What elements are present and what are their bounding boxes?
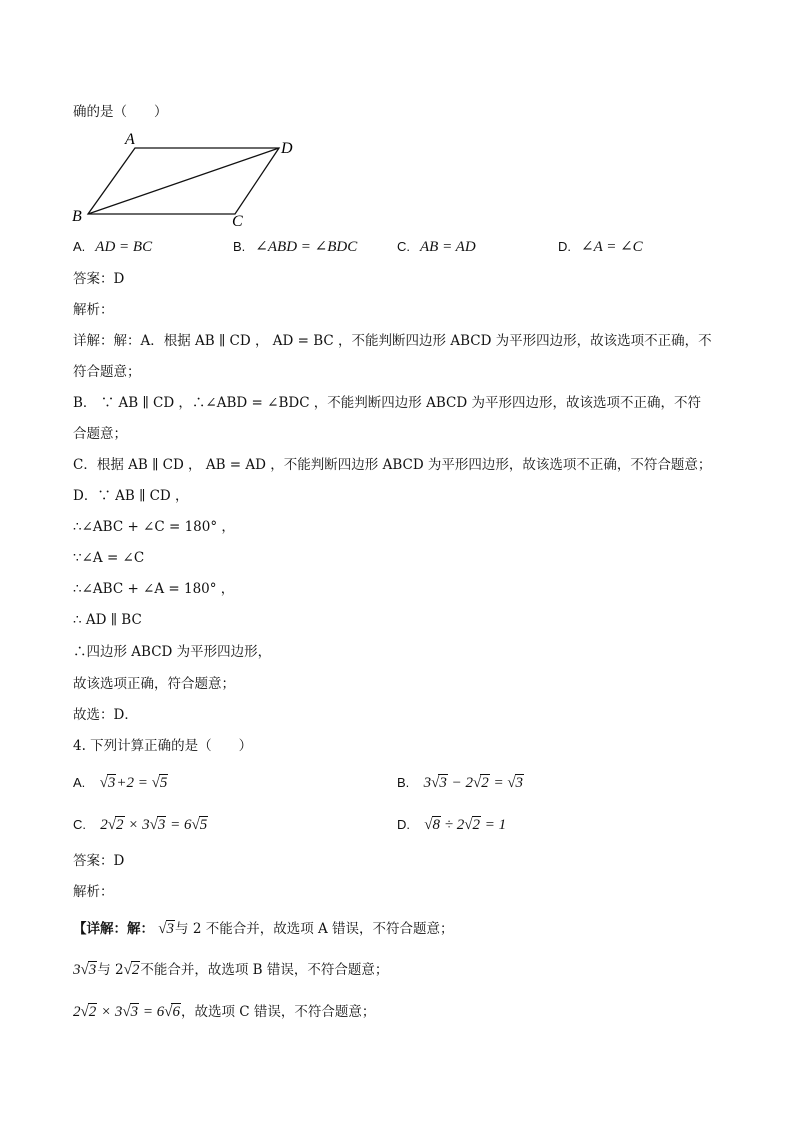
option-label: D. [397, 817, 410, 832]
q4-detail-line-2: 3√3与 2√2不能合并，故选项 B 错误，不符合题意； [73, 962, 389, 978]
vertex-label-b: B [72, 208, 82, 225]
q4-analysis-title: 解析： [73, 884, 114, 900]
radicand: 3 [107, 775, 116, 791]
q3-detail-line: B． ∵ AB ∥ CD ，∴∠ABD = ∠BDC ，不能判断四边形 ABCD 为平形四边形，故该选项不正确，不符 [73, 395, 701, 411]
detail-expression: 2√2 × 3√3 = 6√6 [73, 1004, 180, 1020]
radicand: 3 [515, 775, 524, 791]
q3-detail-line: 合题意； [73, 426, 127, 442]
q3-answer: 答案：D [73, 271, 125, 287]
diagonal-bd [88, 148, 279, 214]
q3-detail-line: C．根据 AB ∥ CD ， AB = AD ，不能判断四边形 ABCD 为平形四边形，故该选项不正确，不符合题意； [73, 457, 712, 473]
vertex-label-d: D [281, 140, 293, 157]
q4-detail-line-3 [73, 1003, 375, 1021]
coefficient: 2 [73, 1004, 81, 1020]
vertex-label-a: A [125, 131, 135, 148]
q3-detail-line: 故选：D． [73, 707, 138, 723]
q3-option-b [233, 238, 357, 256]
operator: = 1 [481, 817, 507, 833]
q3-analysis-title: 解析： [73, 302, 114, 318]
option-text: AD = BC [95, 239, 153, 255]
detail-connector: 与 2 [97, 962, 124, 978]
operator: × 3 [124, 817, 150, 833]
parallelogram-figure [68, 128, 308, 230]
radicand: 6 [172, 1004, 180, 1020]
q3-detail-line: 详解：解：A．根据 AB ∥ CD ， AD = BC ，不能判断四边形 ABCD 为平形四边形，故该选项不正确，不 [73, 333, 712, 349]
q3-detail-line: D．∵ AB ∥ CD ， [73, 488, 189, 504]
option-expression: √8 ÷ 2√2 = 1 [424, 817, 507, 833]
q4-option-a [73, 774, 168, 792]
q3-detail-line: 故该选项正确，符合题意； [73, 676, 235, 692]
radicand: 3 [157, 817, 166, 833]
detail-text: ，故选项 C 错误，不符合题意； [180, 1004, 376, 1020]
detail-expression: √3 [158, 921, 175, 937]
option-label: B. [233, 239, 246, 254]
detail-prefix: 【详解：解： [73, 921, 154, 937]
q3-detail-line: ∴∠ABC + ∠C = 180° ， [73, 519, 235, 535]
radicand: 2 [472, 817, 480, 833]
vertex-label-c: C [232, 213, 243, 230]
radicand: 5 [159, 775, 168, 791]
operator: × 3 [97, 1004, 123, 1020]
detail-text: 与 2 不能合并，故选项 A 错误，不符合题意； [175, 921, 454, 937]
option-text: ∠A = ∠C [581, 239, 643, 255]
radicand: 3 [166, 921, 175, 937]
operator: ÷ 2 [441, 817, 465, 833]
coefficient: 3 [73, 962, 81, 978]
operator: = 6 [166, 817, 192, 833]
option-label: C. [397, 239, 410, 254]
q4-option-c [73, 816, 208, 834]
radicand: 3 [88, 962, 97, 978]
option-label: A. [73, 775, 86, 790]
option-expression: 3√3 − 2√2 = √3 [423, 775, 524, 791]
q4-stem: 4. 下列计算正确的是（ ） [73, 738, 253, 754]
operator: +2 = [116, 775, 152, 791]
radicand: 2 [116, 817, 124, 833]
coefficient: 2 [100, 817, 108, 833]
radicand: 2 [481, 775, 489, 791]
q3-detail-line: ∴∠ABC + ∠A = 180° ， [73, 581, 235, 597]
option-label: C. [73, 817, 86, 832]
q3-detail-line: ∴ AD ∥ BC [73, 612, 142, 628]
q3-option-d [558, 238, 643, 256]
option-expression: 2√2 × 3√3 = 6√5 [100, 817, 208, 833]
q3-stem-tail: 确的是（ ） [73, 104, 168, 120]
option-label: D. [558, 239, 571, 254]
radicand: 2 [131, 962, 140, 978]
radicand: 3 [130, 1004, 139, 1020]
radicand: 3 [439, 775, 447, 791]
coefficient: 3 [423, 775, 432, 791]
q3-detail-line: 符合题意； [73, 364, 141, 380]
operator: = 6 [139, 1004, 165, 1020]
radicand: 2 [88, 1004, 97, 1020]
option-text: AB = AD [420, 239, 476, 255]
operator: = [489, 775, 508, 791]
q4-option-d [397, 816, 506, 834]
option-text: ∠ABD = ∠BDC [255, 239, 358, 255]
q4-answer: 答案：D [73, 853, 125, 869]
detail-text: 不能合并，故选项 B 错误，不符合题意； [140, 962, 389, 978]
q4-option-b [397, 774, 524, 792]
radicand: 8 [432, 817, 441, 833]
q3-option-c [397, 238, 476, 256]
detail-expression: 3√3 [73, 962, 97, 978]
q3-option-a [73, 238, 152, 256]
option-label: A. [73, 239, 86, 254]
q3-detail-line: ∵∠A = ∠C [73, 550, 145, 566]
operator: − 2 [447, 775, 473, 791]
q3-detail-line: ∴四边形 ABCD 为平形四边形， [73, 644, 272, 660]
radicand: 5 [199, 817, 208, 833]
option-label: B. [397, 775, 410, 790]
q4-detail-line-1 [73, 920, 454, 938]
option-expression: √3+2 = √5 [99, 775, 168, 791]
